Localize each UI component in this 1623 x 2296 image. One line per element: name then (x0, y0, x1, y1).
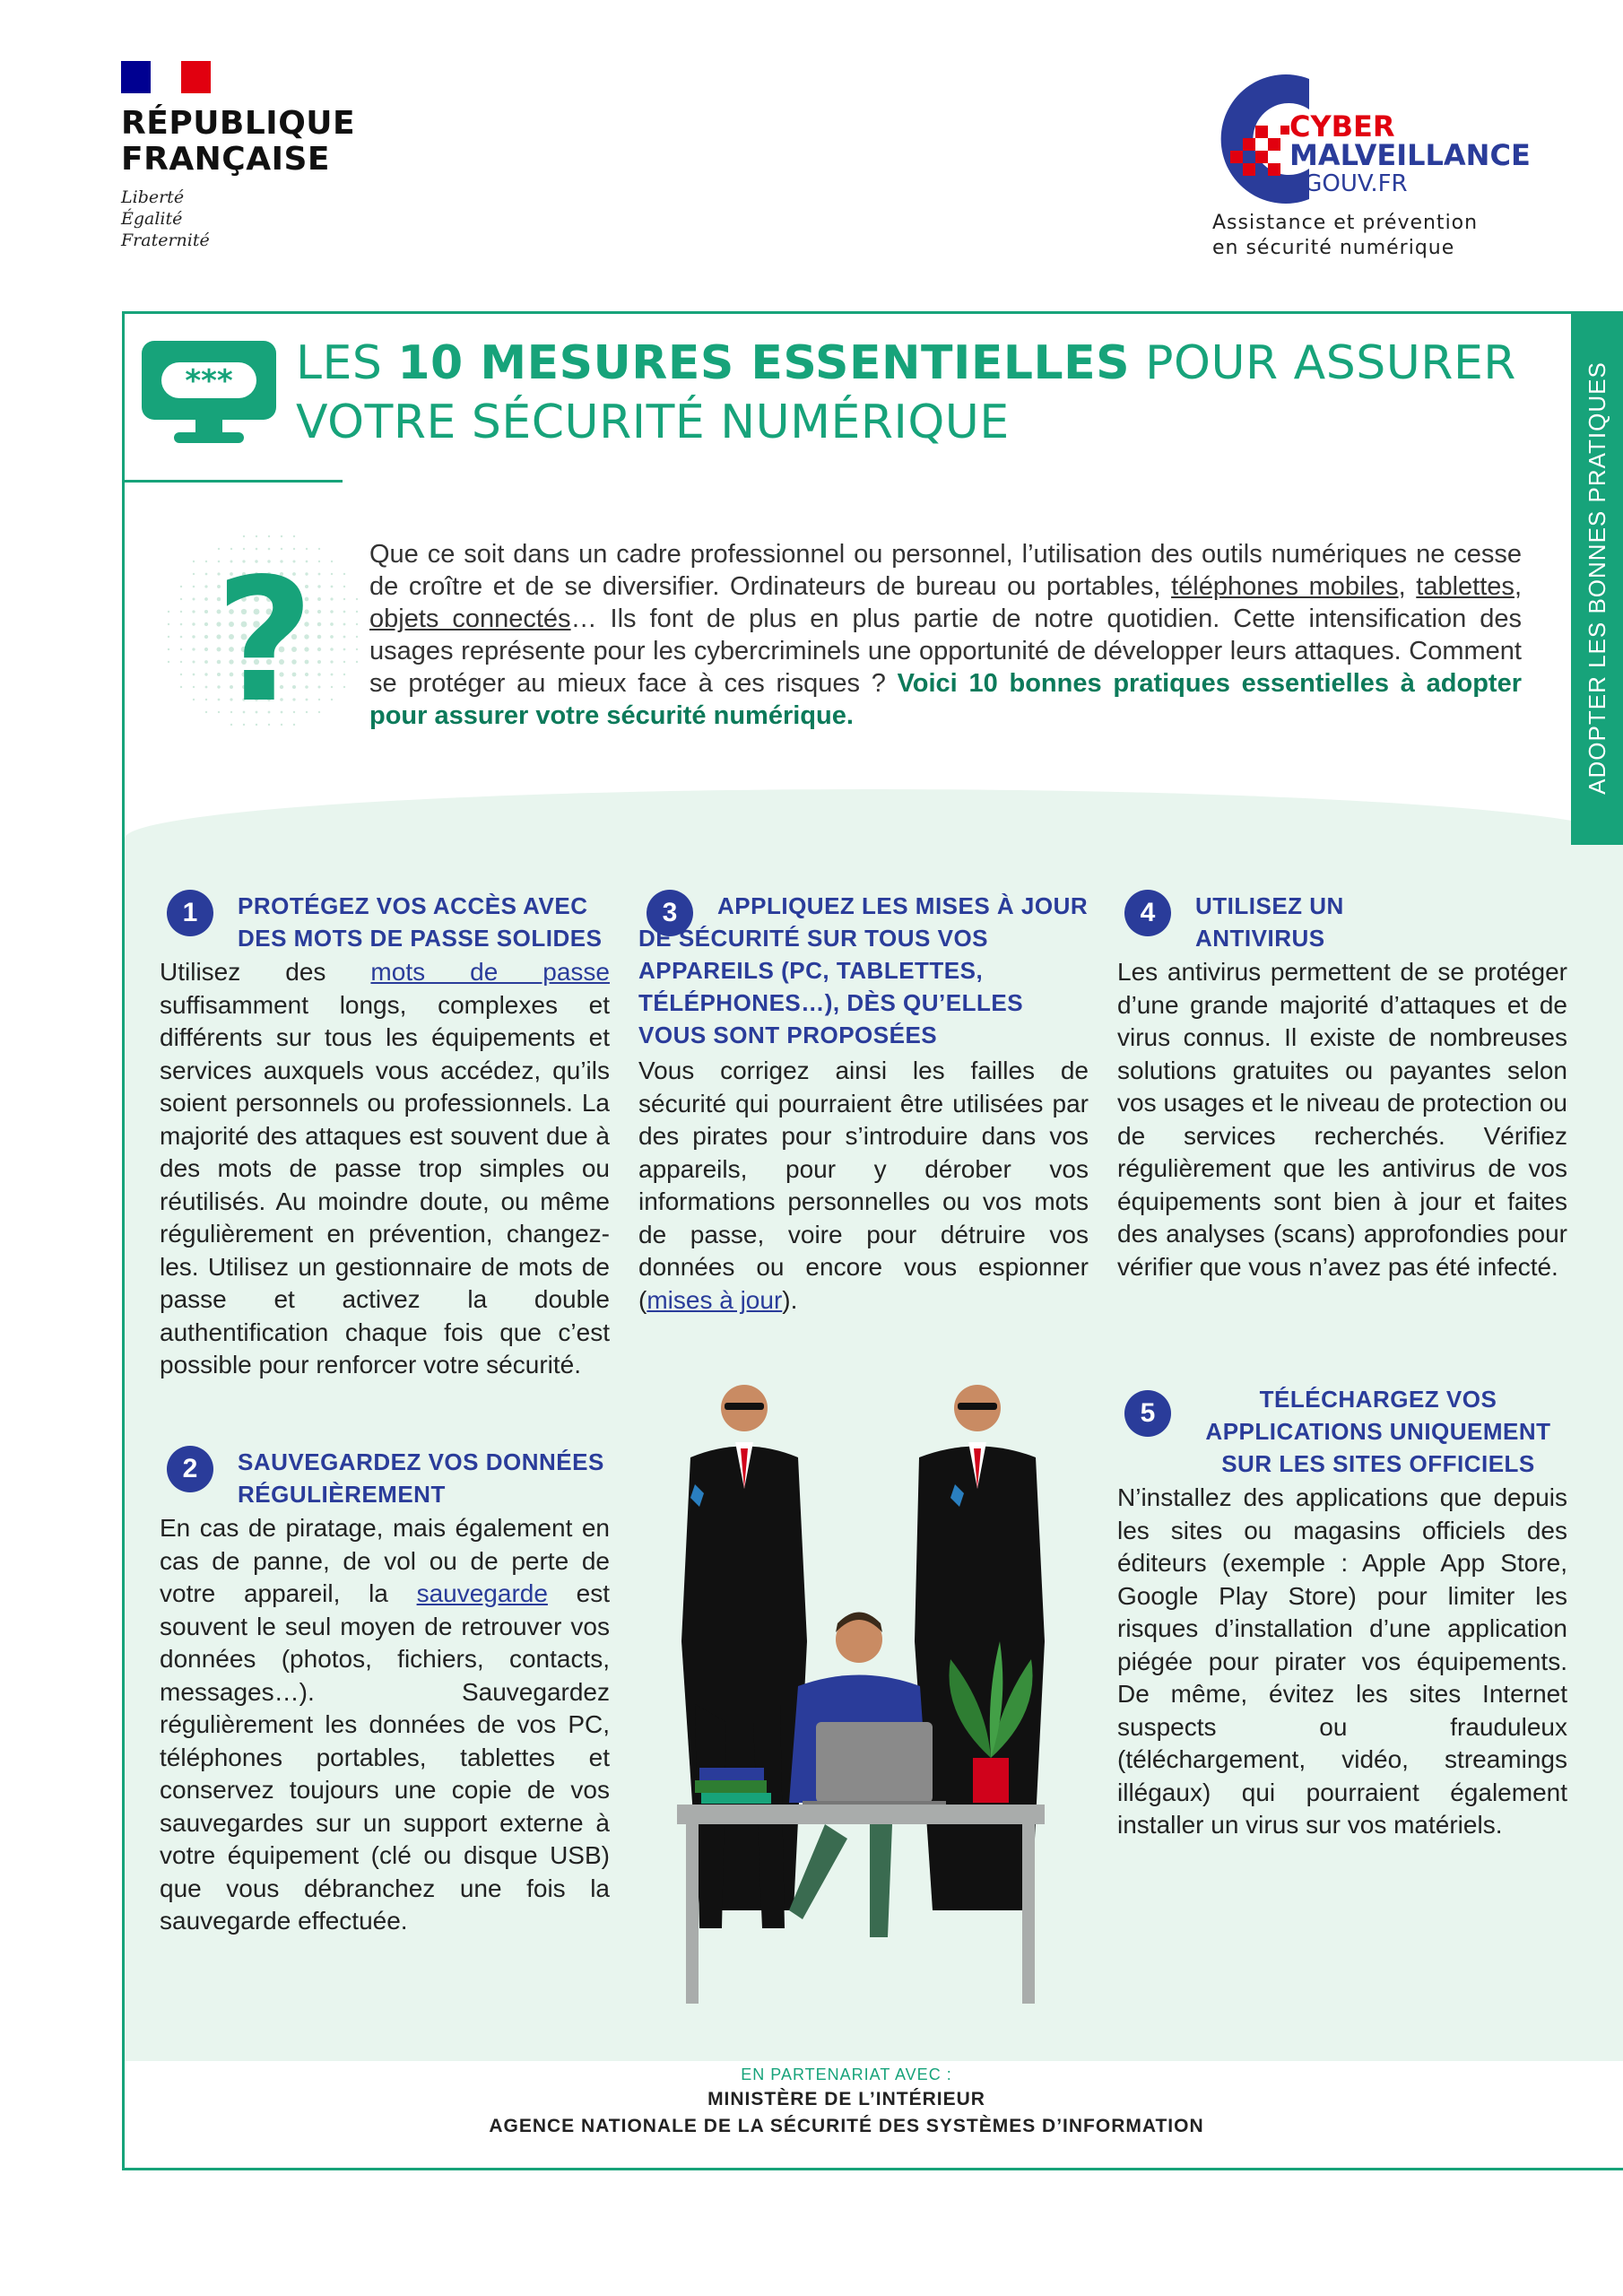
section-5-title: TÉLÉCHARGEZ VOS APPLICATIONS UNIQUEMENT SUR LES SITES OFFICIELS (1205, 1386, 1551, 1477)
cyber-wordmark: CYBER MALVEILLANCE .GOUV.FR (1289, 109, 1531, 197)
section-1-body: Utilisez des mots de passe suffisamment longs, complexes et différents sur tous les équipements et services auxquels vous accédez, qu’ils soient personnels ou professionnels. La majorité des attaques est souvent due à des mots de passe trop simples ou réutilisés. Au moindre doute, ou même régulièrement en prévention, changez-les. Utilisez un gestionnaire de mots de passe et activez la double authentification chaque fois que c’est possible pour renforcer votre sécurité. (160, 958, 610, 1378)
footer (125, 2063, 1568, 2140)
svg-text:***: *** (185, 363, 233, 399)
section-2-number-badge: 2 (167, 1446, 213, 1492)
french-flag-icon (121, 61, 211, 93)
security-guards-illustration (646, 1372, 1067, 2018)
side-tab (1571, 311, 1623, 845)
section-4-body: Les antivirus permettent de se protéger d’une grande majorité d’attaques et de virus connus. Il existe de nombreuses solutions gratuites ou payantes selon vos usages et le niveau de protection ou de services recherchés. Vérifiez régulièrement que les antivirus de vos équipements sont bien à jour et faites des analyses (scans) approfondies pour vérifier que vous n’avez pas été infecté. (1117, 958, 1567, 1281)
link-mots-de-passe[interactable]: mots de passe (370, 958, 610, 986)
republique-name: RÉPUBLIQUE FRANÇAISE (121, 105, 356, 178)
section-2-body: En cas de piratage, mais également en cas de panne, de vol ou de perte de votre appareil, la sauvegarde est souvent le seul moyen de retrouver vos données (photos, fichiers, contacts, messages…). Sauvegardez régulièrement les données de vos PC, téléphones portables, tablettes et conservez toujours une copie de vos sauvegardes sur un support externe à votre équipement (clé ou disque USB) que vous débranchez une fois la sauvegarde effectuée. (160, 1514, 610, 1935)
link-objets-connectes[interactable]: objets connectés (369, 604, 571, 633)
partner-label: EN PARTENARIAT AVEC : (741, 2066, 952, 2083)
partner-anssi: AGENCE NATIONALE DE LA SÉCURITÉ DES SYSTÈMES D’INFORMATION (489, 2116, 1204, 2136)
republique-motto: Liberté Égalité Fraternité (121, 187, 210, 250)
link-telephones-mobiles[interactable]: téléphones mobiles (1171, 572, 1399, 601)
page-title: LES 10 MESURES ESSENTIELLES POUR ASSURER VOTRE SÉCURITÉ NUMÉRIQUE (296, 336, 1516, 449)
cybermalveillance-logo (1193, 63, 1551, 269)
section-1-number-badge: 1 (167, 890, 213, 936)
link-sauvegarde[interactable]: sauvegarde (416, 1579, 548, 1607)
question-mark-icon (161, 529, 368, 735)
intro-paragraph: Que ce soit dans un cadre professionnel ou personnel, l’utilisation des outils numériques ne cesse de croître et de se diversifier. Ordinateurs de bureau ou portables, téléphones mobiles, tablettes, objets connectés… Ils font de plus en plus partie de notre quotidien. Cette intensification des usages représente pour les cybercriminels une opportunité de développer leurs attaques. Comment se protéger au mieux face à ces risques ? Voici 10 bonnes pratiques essentielles à adopter pour assurer votre sécurité numérique. (369, 540, 1522, 730)
partner-ministere: MINISTÈRE DE L’INTÉRIEUR (707, 2089, 985, 2109)
computer-password-icon (142, 341, 276, 448)
republique-francaise-logo (121, 61, 390, 251)
section-4-number-badge: 4 (1124, 890, 1171, 936)
title-divider (125, 480, 343, 483)
link-mises-a-jour[interactable]: mises à jour (647, 1285, 783, 1314)
section-3-title: APPLIQUEZ LES MISES À JOUR DE SÉCURITÉ SUR TOUS VOS APPAREILS (PC, TABLETTES, TÉLÉPHONES…), DÈS QU’ELLES VOUS SONT PROPOSÉES (638, 892, 1089, 1048)
section-3-number-badge: 3 (647, 890, 693, 936)
section-4-title: UTILISEZ UN ANTIVIRUS (1195, 892, 1344, 952)
section-1-title: PROTÉGEZ VOS ACCÈS AVEC DES MOTS DE PASSE SOLIDES (238, 892, 603, 952)
cyber-tagline: Assistance et prévention en sécurité numérique (1212, 212, 1479, 259)
section-2-title: SAUVEGARDEZ VOS DONNÉES RÉGULIÈREMENT (238, 1448, 604, 1508)
svg-text:?: ? (214, 542, 315, 735)
link-tablettes[interactable]: tablettes (1416, 572, 1515, 601)
section-3-body: Vous corrigez ainsi les failles de sécurité qui pourraient être utilisées par des pirates pour s’introduire dans vos appareils, pour y dérober vos informations personnelles ou vos mots de passe, voire pour détruire vos données ou encore vous espionner (mises à jour). (638, 1057, 1089, 1314)
section-5-body: N’installez des applications que depuis les sites ou magasins officiels des éditeurs (exemple : Apple App Store, Google Play Store) pour limiter les risques d’installation d’une application piégée pour pirater vos équipements. De même, évitez les sites Internet suspects ou frauduleux (téléchargement, vidéo, streamings illégaux) qui pourraient également installer un virus sur vos matériels. (1117, 1483, 1567, 1839)
side-tab-label: ADOPTER LES BONNES PRATIQUES (1584, 361, 1610, 795)
section-5-number-badge: 5 (1124, 1390, 1171, 1437)
